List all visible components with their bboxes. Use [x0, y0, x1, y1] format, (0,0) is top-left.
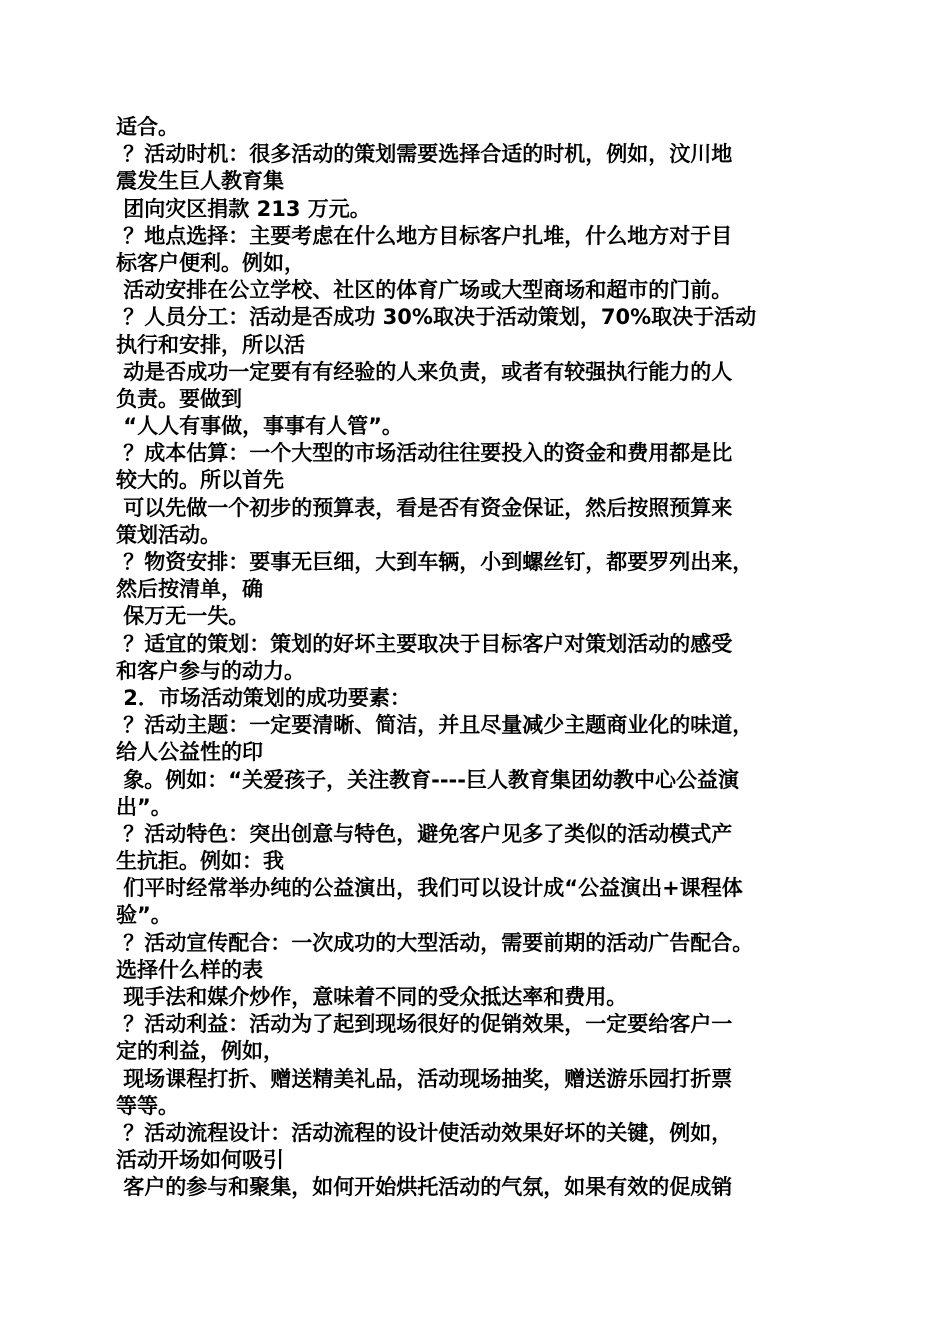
text-line: ？活动宣传配合：一次成功的大型活动，需要前期的活动广告配合。: [116, 930, 754, 955]
text-line: 动是否成功一定要有有经验的人来负责，或者有较强执行能力的人: [116, 359, 733, 384]
text-line: ？活动特色：突出创意与特色，避免客户见多了类似的活动模式产: [116, 821, 733, 846]
text-line: 震发生巨人教育集: [116, 169, 284, 194]
text-line: 等等。: [116, 1093, 179, 1118]
text-line: ？活动时机：很多活动的策划需要选择合适的时机，例如，汶川地: [116, 142, 733, 167]
text-line: 定的利益，例如，: [116, 1039, 284, 1064]
text-line: 然后按清单，确: [116, 577, 263, 602]
text-line: 团向灾区捐款 213 万元。: [116, 196, 371, 221]
text-line: 生抗拒。例如：我: [116, 849, 284, 874]
text-line: 们平时经常举办纯的公益演出，我们可以设计成“公益演出+课程体: [116, 876, 743, 901]
text-line: 适合。: [116, 115, 179, 139]
text-line: 现场课程打折、赠送精美礼品，活动现场抽奖，赠送游乐园打折票: [116, 1066, 733, 1091]
text-line: ？活动主题：一定要清晰、简洁，并且尽量减少主题商业化的味道，: [116, 713, 754, 738]
text-line: ？活动利益：活动为了起到现场很好的促销效果，一定要给客户一: [116, 1012, 733, 1037]
text-line: 负责。要做到: [116, 386, 242, 411]
text-line: 2．市场活动策划的成功要素：: [116, 685, 411, 710]
text-line: 和客户参与的动力。: [116, 658, 305, 683]
text-line: 可以先做一个初步的预算表，看是否有资金保证，然后按照预算来: [116, 495, 733, 520]
text-line: 验”。: [116, 903, 172, 928]
text-line: 现手法和媒介炒作，意味着不同的受众抵达率和费用。: [116, 985, 628, 1009]
text-line: “人人有事做，事事有人管”。: [116, 414, 403, 439]
text-line: 活动安排在公立学校、社区的体育广场或大型商场和超市的门前。: [116, 278, 733, 303]
text-line: ？活动流程设计：活动流程的设计使活动效果好坏的关键，例如，: [116, 1120, 733, 1145]
text-line: 给人公益性的印: [116, 740, 263, 765]
text-line: 标客户便利。例如，: [116, 250, 305, 275]
text-line: 客户的参与和聚集，如何开始烘托活动的气氛，如果有效的促成销: [116, 1175, 733, 1200]
document-page: [116, 114, 830, 1202]
text-line: 保万无一失。: [116, 604, 250, 629]
text-line: 活动开场如何吸引: [116, 1148, 284, 1173]
text-line: ？地点选择：主要考虑在什么地方目标客户扎堆，什么地方对于目: [116, 223, 733, 248]
text-line: ？适宜的策划：策划的好坏主要取决于目标客户对策划活动的感受: [116, 631, 733, 656]
text-line: 出”。: [116, 794, 172, 819]
text-line: 象。例如：“关爱孩子，关注教育----巨人教育集团幼教中心公益演: [116, 767, 739, 792]
text-line: ？物资安排：要事无巨细，大到车辆，小到螺丝钉，都要罗列出来，: [116, 550, 754, 574]
text-line: 执行和安排，所以活: [116, 332, 305, 357]
text-line: ？人员分工：活动是否成功 30%取决于活动策划，70%取决于活动: [116, 305, 757, 330]
text-line: 策划活动。: [116, 522, 221, 547]
text-line: 较大的。所以首先: [116, 468, 284, 493]
text-line: ？成本估算：一个大型的市场活动往往要投入的资金和费用都是比: [116, 441, 733, 466]
text-line: 选择什么样的表: [116, 957, 263, 982]
